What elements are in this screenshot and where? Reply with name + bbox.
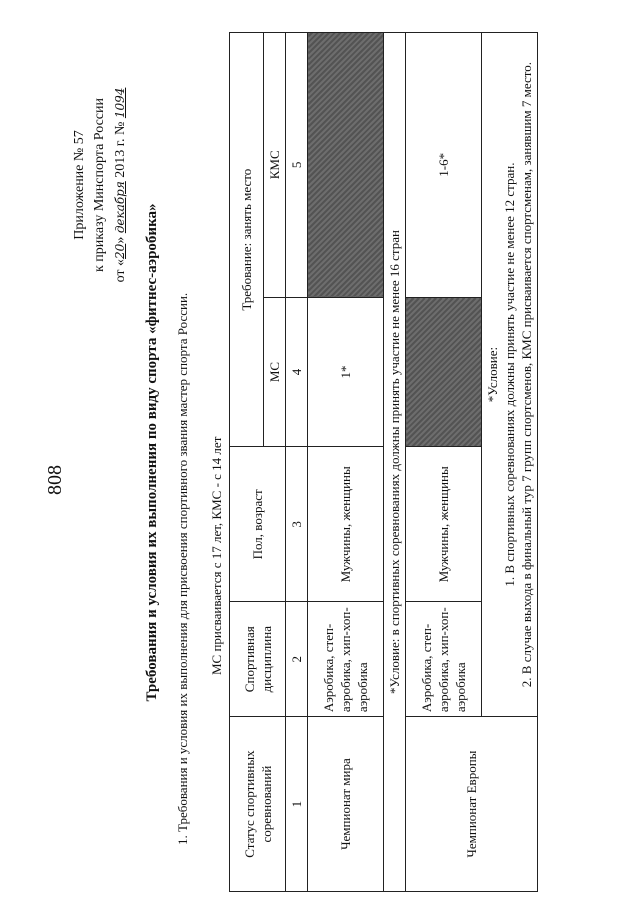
row-kms: 1-6*: [406, 33, 482, 298]
row-status: Чемпионат мира: [308, 717, 384, 892]
europe-championship-notes: *Условие: 1. В спортивных соревнованиях должны принять участие не менее 12 стран. 2. В случае выхода в финальный тур 7 групп спортсменов, КМС присваивается спортсменам, занявшим 7 место.: [482, 33, 538, 717]
row-status: Чемпионат Европы: [406, 717, 538, 892]
appendix-order-ref: к приказу Минспорта России: [92, 98, 107, 272]
appendix-date-line: от «20» декабря 2013 г. № 1094: [113, 87, 128, 283]
row-ms: 1*: [308, 297, 384, 447]
column-number: 5: [286, 33, 308, 298]
header-requirement: Требование: занять место: [230, 33, 264, 447]
column-number: 4: [286, 297, 308, 447]
document-title: Требования и условия их выполнения по виду спорта «фитнес-аэробика»: [144, 203, 160, 702]
appendix-block: [70, 65, 131, 305]
column-number: 2: [286, 602, 308, 717]
appendix-number: Приложение № 57: [72, 130, 87, 240]
column-number: 1: [286, 717, 308, 892]
header-status: Статус спортивных соревнований: [230, 717, 286, 892]
header-ms: МС: [264, 297, 286, 447]
shaded-cell: [308, 33, 384, 298]
header-discipline: Спортивная дисциплина: [230, 602, 286, 717]
table-row: [308, 33, 384, 892]
row-gender-age: Мужчины, женщины: [406, 447, 482, 602]
age-note: МС присваивается с 17 лет, КМС - с 14 лет: [209, 436, 224, 675]
row-gender-age: Мужчины, женщины: [308, 447, 384, 602]
world-championship-note: *Условие: в спортивных соревнованиях должны принять участие не менее 16 стран: [384, 33, 406, 892]
handwritten-order-number: 1094: [113, 87, 127, 119]
page-number: 808: [44, 465, 66, 495]
table-row: [406, 33, 482, 892]
row-discipline: Аэробика, степ-аэробика, хип-хоп-аэробика: [308, 602, 384, 717]
requirements-table: [229, 32, 538, 892]
handwritten-month: декабря: [113, 181, 127, 234]
shaded-cell: [406, 297, 482, 447]
section-heading: 1. Требования и условия их выполнения для присвоения спортивного звания мастер спорта России.: [175, 292, 190, 845]
row-discipline: Аэробика, степ-аэробика, хип-хоп-аэробика: [406, 602, 482, 717]
header-kms: КМС: [264, 33, 286, 298]
handwritten-day: 20: [113, 243, 127, 259]
column-number: 3: [286, 447, 308, 602]
header-gender-age: Пол, возраст: [230, 447, 286, 602]
